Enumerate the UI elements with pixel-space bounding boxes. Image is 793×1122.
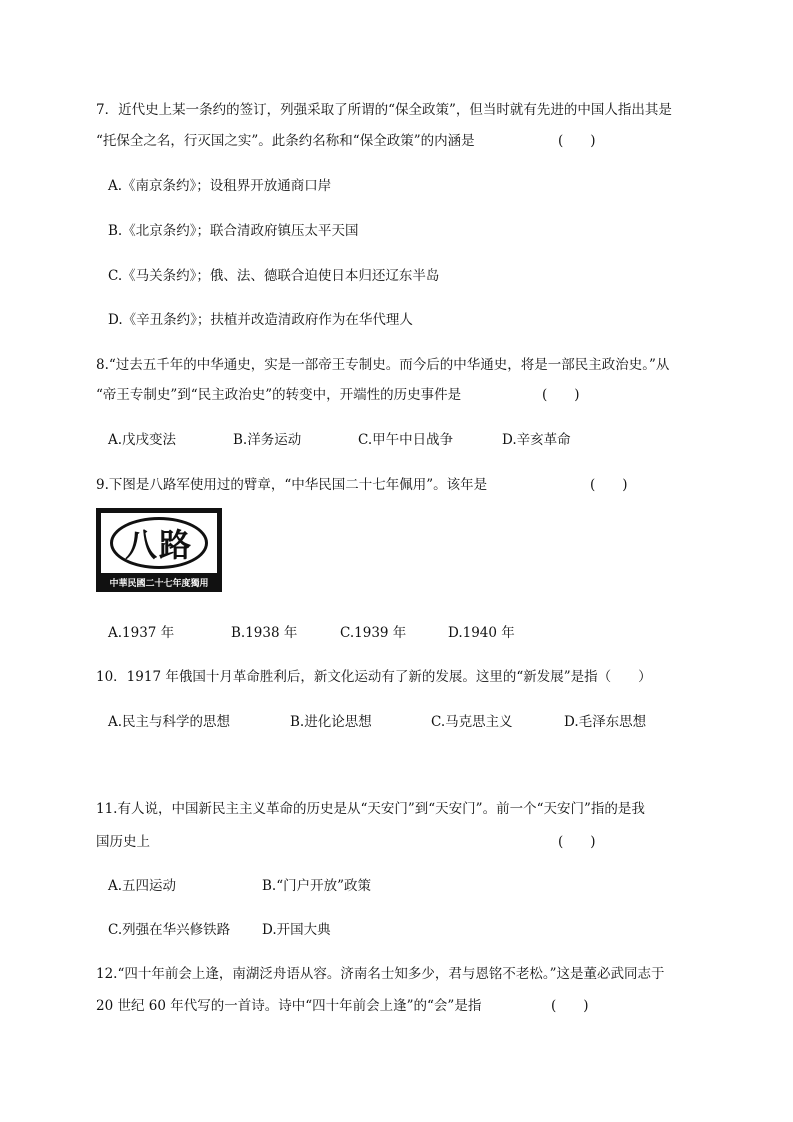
q12-answer-paren: ( ) [551,998,589,1014]
q7-stem-line1: 7．近代史上某一条约的签订，列强采取了所谓的“保全政策”，但当时就有先进的中国人指出其是 [96,102,672,118]
q7-answer-paren: ( ) [558,133,596,149]
armband-caption: 中華民國二十七年度獨用 [109,579,209,589]
q7-option-a: A.《南京条约》；设租界开放通商口岸 [108,178,332,194]
q10-option-a: A.民主与科学的思想 [108,714,231,730]
q8-option-d: D.辛亥革命 [502,432,571,448]
q7-option-d: D.《辛丑条约》；扶植并改造清政府作为在华代理人 [108,312,413,328]
q12-stem-line2: 20 世纪 60 年代写的一首诗。诗中“四十年前会上逢”的“会”是指 [96,998,482,1014]
q8-stem-line1: 8.“过去五千年的中华通史，实是一部帝王专制史。而今后的中华通史，将是一部民主政治史。”从 [96,357,670,373]
q8-option-b: B.洋务运动 [233,432,302,448]
q12-stem-line1: 12.“四十年前会上逢，南湖泛舟语从容。济南名士知多少，君与恩铭不老松。”这是董必武同志于 [96,966,665,982]
q11-option-b: B.“门户开放”政策 [262,878,372,894]
q8-option-a: A.戊戌变法 [108,432,177,448]
q10-option-c: C.马克思主义 [431,714,513,730]
q11-option-a: A.五四运动 [108,878,177,894]
q7-stem-line2: “托保全之名，行灭国之实”。此条约名称和“保全政策”的内涵是 [96,133,475,149]
q11-option-c: C.列强在华兴修铁路 [108,922,231,938]
armband-title: 八路 [110,517,208,569]
q8-option-c: C.甲午中日战争 [358,432,454,448]
q9-stem: 9.下图是八路军使用过的臂章，“中华民国二十七年佩用”。该年是 [96,477,488,493]
q8-answer-paren: ( ) [542,387,580,403]
q7-option-c: C.《马关条约》；俄、法、德联合迫使日本归还辽东半岛 [108,268,440,284]
q9-answer-paren: ( ) [590,477,628,493]
q8-stem-line2: “帝王专制史”到“民主政治史”的转变中，开端性的历史事件是 [96,387,462,403]
q11-option-d: D.开国大典 [262,922,331,938]
q10-option-b: B.进化论思想 [290,714,372,730]
q10-option-d: D.毛泽东思想 [564,714,647,730]
q9-option-c: C.1939 年 [340,625,407,641]
q9-option-a: A.1937 年 [108,625,175,641]
q11-stem-line2: 国历史上 [96,834,150,850]
q10-stem: 10．1917 年俄国十月革命胜利后，新文化运动有了新的发展。这里的“新发展”是指（ ） [96,669,652,685]
armband-image [96,508,222,592]
q11-answer-paren: ( ) [558,834,596,850]
q11-stem-line1: 11.有人说，中国新民主主义革命的历史是从“天安门”到“天安门”。前一个“天安门”指的是我 [96,801,645,817]
q9-option-b: B.1938 年 [231,625,298,641]
q7-option-b: B.《北京条约》；联合清政府镇压太平天国 [108,223,359,239]
q9-option-d: D.1940 年 [448,625,515,641]
